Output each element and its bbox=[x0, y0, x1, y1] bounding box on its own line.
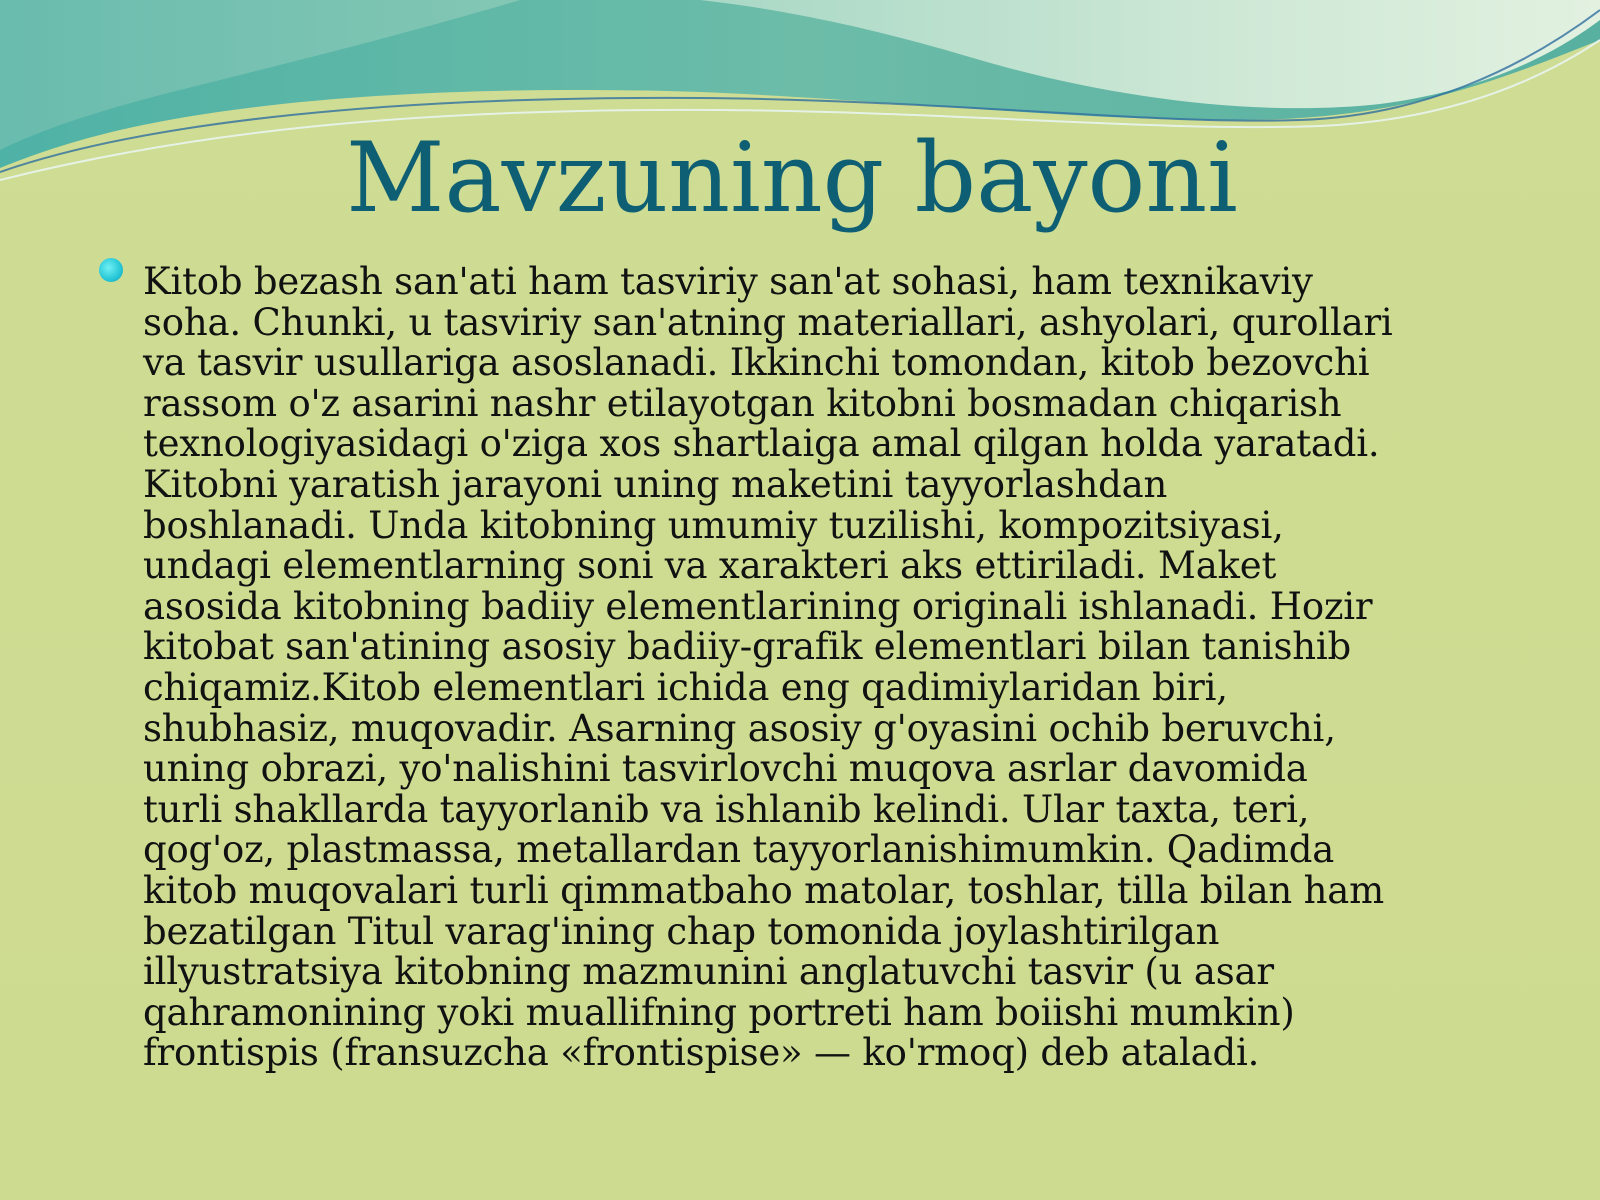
body-line: turli shakllarda tayyorlanib va ishlanib kelindi. Ular taxta, teri, bbox=[143, 787, 1310, 831]
body-line: Kitob bezash san'ati ham tasviriy san'at sohasi, ham texnikaviy bbox=[143, 260, 1313, 303]
body-line: va tasvir usullariga asoslanadi. Ikkinchi tomondan, kitob bezovchi bbox=[143, 341, 1370, 385]
body-line: shubhasiz, muqovadir. Asarning asosiy g'oyasini ochib beruvchi, bbox=[143, 706, 1336, 750]
body-line: asosida kitobning badiiy elementlarining originali ishlanadi. Hozir bbox=[143, 584, 1373, 628]
body-line: frontispis (fransuzcha «frontispise» — ko'rmoq) deb ataladi. bbox=[143, 1031, 1260, 1075]
body-line: boshlanadi. Unda kitobning umumiy tuzilishi, kompozitsiyasi, bbox=[143, 503, 1284, 547]
body-line: illyustratsiya kitobning mazmunini anglatuvchi tasvir (u asar bbox=[143, 950, 1274, 994]
body-line: qahramonining yoki muallifning portreti ham boiishi mumkin) bbox=[143, 990, 1295, 1034]
body-line: Kitobni yaratish jarayoni uning maketini tayyorlashdan bbox=[143, 462, 1168, 506]
body-line: uning obrazi, yo'nalishini tasvirlovchi muqova asrlar davomida bbox=[143, 747, 1308, 791]
body-line: rassom o'z asarini nashr etilayotgan kitobni bosmadan chiqarish bbox=[143, 381, 1342, 425]
body-line: undagi elementlarning soni va xarakteri aks ettiriladi. Maket bbox=[143, 544, 1277, 588]
slide-body-text bbox=[143, 262, 1503, 1074]
body-line: bezatilgan Titul varag'ining chap tomonida joylashtirilgan bbox=[143, 909, 1220, 953]
body-line: kitobat san'atining asosiy badiiy-grafik elementlari bilan tanishib bbox=[143, 625, 1351, 669]
body-line: soha. Chunki, u tasviriy san'atning materiallari, ashyolari, qurollari bbox=[143, 300, 1393, 344]
body-line: qog'oz, plastmassa, metallardan tayyorlanishimumkin. Qadimda bbox=[143, 828, 1335, 872]
bullet-dot-icon bbox=[99, 258, 123, 282]
body-line: kitob muqovalari turli qimmatbaho matolar, toshlar, tilla bilan ham bbox=[143, 868, 1384, 912]
slide-title: Mavzuning bayoni bbox=[346, 122, 1238, 234]
body-line: texnologiyasidagi o'ziga xos shartlaiga amal qilgan holda yaratadi. bbox=[143, 422, 1380, 466]
body-line: chiqamiz.Kitob elementlari ichida eng qadimiylaridan biri, bbox=[143, 665, 1228, 709]
